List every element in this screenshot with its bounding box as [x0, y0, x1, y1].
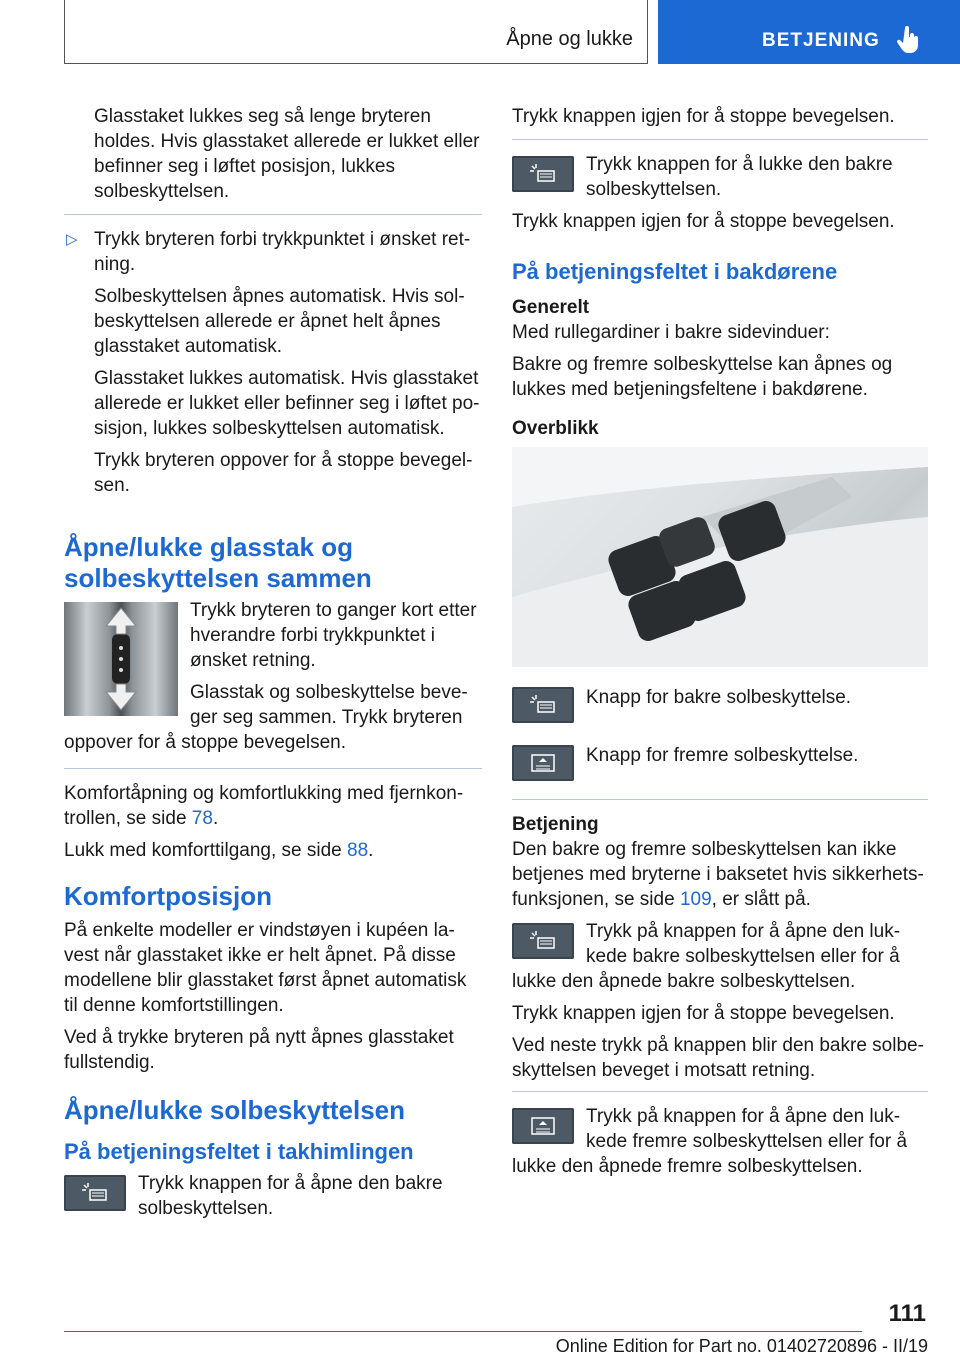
paragraph: Med rullegardiner i bakre sidevinduer:: [512, 322, 830, 343]
paragraph: Glasstak og solbeskyttelse beveger seg sammen. Trykk bryteren oppover for å stoppe bevegelsen.: [64, 682, 468, 753]
triangle-bullet-icon: ▷: [66, 231, 78, 248]
paragraph: Knapp for fremre solbeskyttelse.: [586, 745, 859, 766]
heading-together: Åpne/lukke glasstak og solbeskyttelsen sammen: [64, 532, 372, 593]
paragraph: Den bakre og fremre solbeskyttelsen kan ikke betjenes med bryterne i baksetet hvis sikkerhetsfunksjonen, se side 109, er slått på.: [512, 839, 924, 910]
paragraph: Trykk knappen for å lukke den bakre solbeskyttelsen.: [586, 154, 893, 200]
front-sunblind-button-icon: [512, 745, 574, 781]
paragraph: På enkelte modeller er vindstøyen i kupéen lavest når glasstaket ikke er helt åpnet. På disse modellene blir glasstaket først åpnet automatisk til denne komfortstillingen.: [64, 920, 467, 1016]
front-sunblind-button-icon: [512, 1108, 574, 1144]
paragraph: Trykk knappen for å åpne den bakre solbeskyttelsen.: [138, 1173, 443, 1219]
hand-pointer-icon: [896, 26, 920, 54]
list-item: [64, 227, 482, 498]
paragraph: Trykk bryteren oppover for å stoppe bevegelsen.: [94, 450, 473, 496]
right-column: [512, 104, 928, 1186]
rear-sunblind-button-icon: [512, 923, 574, 959]
heading-operation: Betjening: [512, 814, 599, 835]
paragraph: Trykk knappen igjen for å stoppe bevegelsen.: [512, 1003, 895, 1024]
paragraph: Trykk knappen igjen for å stoppe bevegelsen.: [512, 211, 895, 232]
paragraph: Komfortåpning og komfortlukking med fjernkontrollen, se side 78.: [64, 783, 464, 829]
paragraph: Trykk bryteren forbi trykkpunktet i ønsket retning.: [94, 229, 471, 275]
heading-rear-doors: På betjeningsfeltet i bakdørene: [512, 259, 838, 284]
chapter-tab: [658, 0, 960, 64]
paragraph: Trykk bryteren to ganger kort etter hverandre forbi trykkpunktet i ønsket retning.: [190, 600, 477, 671]
rear-sunblind-button-icon: [512, 687, 574, 723]
divider: [512, 1091, 928, 1092]
door-panel-photo: [512, 447, 928, 667]
divider: [64, 768, 482, 769]
heading-overview: Overblikk: [512, 418, 599, 439]
divider: [64, 214, 482, 215]
section-title: Åpne og lukke: [506, 28, 633, 50]
left-column: [64, 104, 482, 1228]
divider: [512, 139, 928, 140]
header-left-box: [64, 0, 648, 64]
rear-sunblind-button-icon: [512, 156, 574, 192]
page-link-78[interactable]: 78: [191, 808, 213, 829]
rear-sunblind-button-icon: [64, 1175, 126, 1211]
heading-sunblind: Åpne/lukke solbeskyttelsen: [64, 1095, 406, 1125]
paragraph: Solbeskyttelsen åpnes automatisk. Hvis solbeskyttelsen allerede er åpnet helt åpnes glasstaket automatisk.: [94, 286, 465, 357]
page-number: 111: [888, 1300, 926, 1327]
paragraph: Trykk knappen igjen for å stoppe bevegelsen.: [512, 106, 895, 127]
door-switch-panel-illustration: [512, 447, 928, 667]
heading-comfort: Komfortposisjon: [64, 881, 272, 911]
paragraph: Glasstaket lukkes seg så lenge bryteren holdes. Hvis glasstaket allerede er lukket eller befinner seg i løftet posisjon, lukkes solbeskyttelsen.: [94, 106, 480, 202]
paragraph: Trykk på knappen for å åpne den lukkede fremre solbeskyttelsen eller for å lukke den åpnede fremre solbeskyttelsen.: [512, 1106, 908, 1177]
paragraph: Trykk på knappen for å åpne den lukkede bakre solbeskyttelsen eller for å lukke den åpnede bakre solbeskyttelsen.: [512, 921, 901, 992]
chapter-title: BETJENING: [762, 30, 880, 51]
roof-switch-image: [64, 602, 178, 716]
paragraph: Lukk med komforttilgang, se side 88.: [64, 840, 374, 861]
roof-switch-icon: [64, 602, 178, 716]
paragraph: Bakre og fremre solbeskyttelse kan åpnes og lukkes med betjeningsfeltene i bakdørene.: [512, 354, 893, 400]
page-link-88[interactable]: 88: [347, 840, 369, 861]
paragraph: Ved å trykke bryteren på nytt åpnes glasstaket fullstendig.: [64, 1027, 454, 1073]
footer-divider: [64, 1331, 862, 1332]
paragraph: Glasstaket lukkes automatisk. Hvis glasstaket allerede er lukket eller befinner seg i løftet posisjon, lukkes solbeskyttelsen automatisk.: [94, 368, 480, 439]
page-link-109[interactable]: 109: [679, 889, 712, 910]
divider: [512, 799, 928, 800]
paragraph: Knapp for bakre solbeskyttelse.: [586, 687, 852, 708]
paragraph: Ved neste trykk på knappen blir den bakre solbeskyttelsen beveget i motsatt retning.: [512, 1035, 924, 1081]
heading-general: Generelt: [512, 297, 590, 318]
edition-text: Online Edition for Part no. 01402720896 - II/19: [555, 1336, 928, 1356]
heading-roof-panel: På betjeningsfeltet i takhimlingen: [64, 1139, 414, 1164]
